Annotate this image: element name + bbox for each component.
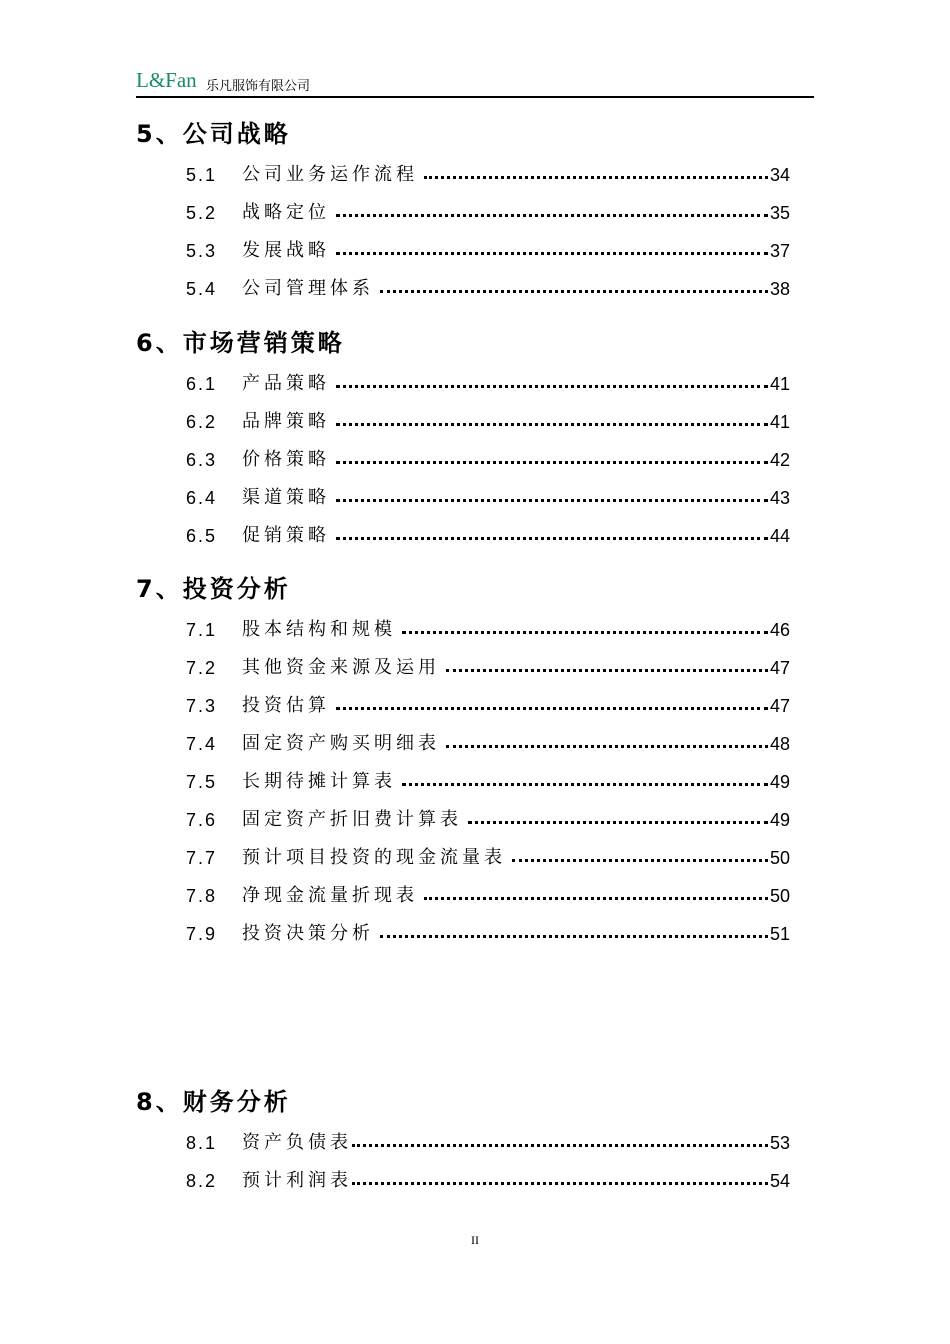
entry-title: 产品策略 [242, 373, 330, 394]
entry-number: 6.4 [186, 488, 218, 508]
entry-number: 6.1 [186, 374, 218, 394]
dot-leader [446, 669, 768, 672]
entry-title: 品牌策略 [242, 411, 330, 432]
toc-entry[interactable] [186, 729, 790, 755]
entry-number: 7.7 [186, 848, 218, 868]
dot-leader [336, 707, 768, 710]
entry-page: 43 [769, 488, 790, 508]
entry-number: 5.1 [186, 165, 218, 185]
entry-title: 公司管理体系 [242, 278, 374, 299]
dot-leader [352, 1182, 768, 1185]
entry-page: 54 [769, 1171, 790, 1191]
entry-number: 7.5 [186, 772, 218, 792]
dot-leader [336, 214, 768, 217]
entry-page: 41 [769, 374, 790, 394]
toc-entry[interactable] [186, 919, 790, 945]
entry-number: 5.4 [186, 279, 218, 299]
entry-number: 8.2 [186, 1171, 218, 1191]
entry-title: 渠道策略 [242, 487, 330, 508]
entry-number: 6.5 [186, 526, 218, 546]
dot-leader [352, 1144, 768, 1147]
entry-page: 49 [769, 810, 790, 830]
toc-entry[interactable] [186, 843, 790, 869]
entry-page: 46 [769, 620, 790, 640]
toc-entry[interactable] [186, 1128, 790, 1154]
entry-title: 预计项目投资的现金流量表 [242, 847, 506, 868]
entry-page: 47 [769, 696, 790, 716]
dot-leader [380, 290, 768, 293]
entry-number: 5.3 [186, 241, 218, 261]
entry-page: 42 [769, 450, 790, 470]
section-title: 8、财务分析 [136, 1088, 291, 1116]
toc-entry[interactable] [186, 615, 790, 641]
toc-entry[interactable] [186, 236, 790, 262]
entry-number: 7.2 [186, 658, 218, 678]
entry-title: 长期待摊计算表 [242, 771, 396, 792]
entry-title: 投资决策分析 [242, 923, 374, 944]
entry-number: 7.3 [186, 696, 218, 716]
entry-number: 5.2 [186, 203, 218, 223]
toc-entry[interactable] [186, 160, 790, 186]
dot-leader [336, 537, 768, 540]
entry-number: 8.1 [186, 1133, 218, 1153]
section-title: 5、公司战略 [136, 120, 291, 148]
entry-title: 促销策略 [242, 525, 330, 546]
entry-page: 48 [769, 734, 790, 754]
entry-page: 38 [769, 279, 790, 299]
entry-title: 资产负债表 [242, 1132, 352, 1153]
entry-number: 7.9 [186, 924, 218, 944]
entry-number: 7.4 [186, 734, 218, 754]
dot-leader [336, 385, 768, 388]
entry-number: 7.6 [186, 810, 218, 830]
entry-number: 6.3 [186, 450, 218, 470]
entry-page: 50 [769, 886, 790, 906]
entry-number: 6.2 [186, 412, 218, 432]
dot-leader [336, 423, 768, 426]
company-name: 乐凡服饰有限公司 [206, 79, 311, 94]
dot-leader [336, 252, 768, 255]
toc-entry[interactable] [186, 369, 790, 395]
dot-leader [336, 499, 768, 502]
toc-entry[interactable] [186, 274, 790, 300]
entry-title: 其他资金来源及运用 [242, 657, 440, 678]
toc-entry[interactable] [186, 483, 790, 509]
entry-title: 公司业务运作流程 [242, 164, 418, 185]
entry-title: 固定资产购买明细表 [242, 733, 440, 754]
entry-number: 7.1 [186, 620, 218, 640]
toc-entry[interactable] [186, 653, 790, 679]
toc-entry[interactable] [186, 691, 790, 717]
dot-leader [402, 631, 768, 634]
page-header [136, 66, 814, 98]
entry-title: 净现金流量折现表 [242, 885, 418, 906]
toc-entry[interactable] [186, 1166, 790, 1192]
entry-title: 投资估算 [242, 695, 330, 716]
brand-logo-text: L&Fan [136, 68, 197, 92]
dot-leader [446, 745, 768, 748]
toc-entry[interactable] [186, 767, 790, 793]
section-title: 6、市场营销策略 [136, 329, 345, 357]
entry-title: 预计利润表 [242, 1170, 352, 1191]
entry-page: 49 [769, 772, 790, 792]
toc-entry[interactable] [186, 445, 790, 471]
entry-page: 51 [769, 924, 790, 944]
toc-entry[interactable] [186, 198, 790, 224]
dot-leader [402, 783, 768, 786]
entry-title: 股本结构和规模 [242, 619, 396, 640]
dot-leader [512, 859, 768, 862]
dot-leader [380, 935, 768, 938]
entry-page: 44 [769, 526, 790, 546]
entry-page: 50 [769, 848, 790, 868]
toc-entry[interactable] [186, 805, 790, 831]
entry-title: 战略定位 [242, 202, 330, 223]
entry-number: 7.8 [186, 886, 218, 906]
dot-leader [336, 461, 768, 464]
toc-entry[interactable] [186, 881, 790, 907]
section-title: 7、投资分析 [136, 575, 291, 603]
entry-title: 固定资产折旧费计算表 [242, 809, 462, 830]
entry-page: 37 [769, 241, 790, 261]
toc-entry[interactable] [186, 521, 790, 547]
entry-page: 34 [769, 165, 790, 185]
entry-page: 41 [769, 412, 790, 432]
toc-entry[interactable] [186, 407, 790, 433]
entry-page: 35 [769, 203, 790, 223]
dot-leader [424, 176, 768, 179]
entry-page: 53 [769, 1133, 790, 1153]
dot-leader [468, 821, 768, 824]
entry-page: 47 [769, 658, 790, 678]
entry-title: 发展战略 [242, 240, 330, 261]
dot-leader [424, 897, 768, 900]
entry-title: 价格策略 [242, 449, 330, 470]
page-number: II [471, 1233, 479, 1247]
